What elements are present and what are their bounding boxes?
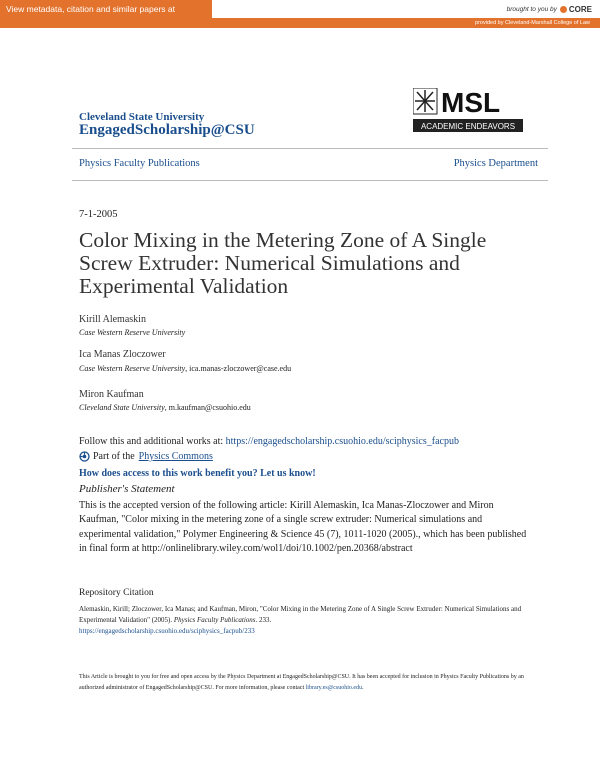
footer-text: This Article is brought to you for free and open access by the Physics Department at EngagedScholarship@CSU. It has been accepted for inclusion in Physics Faculty Publications by an authorized administrator of EngagedScholarship@CSU. For more information, please contact [79, 674, 524, 691]
core-logo[interactable] [560, 5, 592, 14]
university-name[interactable]: Cleveland State University [79, 111, 205, 123]
core-metadata-link[interactable] [0, 0, 212, 18]
author-affiliation [79, 328, 185, 337]
msl-logo-icon [413, 88, 437, 114]
citation-number: . 233. [255, 616, 272, 624]
msl-logo[interactable] [413, 88, 523, 138]
core-link-prefix: View metadata, citation and similar papers at [6, 4, 175, 14]
follow-label: Follow this and additional works at: [79, 436, 226, 447]
author-affiliation [79, 364, 291, 373]
access-feedback-link[interactable]: How does access to this work benefit you? Let us know! [79, 468, 316, 479]
citation-main: Alemaskin, Kirill; Zloczower, Ica Manas; and Kaufman, Miron, "Color Mixing in the Metering Zone of A Single Screw Extruder: Numerical Simulations and Experimental Validation" (2005). [79, 605, 522, 624]
provided-text: provided by Cleveland-Marshall College of Law [475, 20, 590, 26]
physics-commons-link[interactable]: Physics Commons [138, 451, 213, 462]
msl-logo-text: MSL [441, 88, 501, 118]
repository-citation-heading: Repository Citation [79, 588, 154, 598]
department-link[interactable]: Physics Department [453, 158, 538, 169]
core-logo-icon [560, 6, 567, 13]
nav-divider [72, 180, 548, 181]
publisher-statement-text: This is the accepted version of the following article: Kirill Alemaskin, Ica Manas-Zloczower and Miron Kaufman, "Color mixing in the metering zone of a single screw extruder: Numerical simulations and experimental validation," Polymer Engineering & Science 45 (7), 1011-1020 (2005)., which has been published in final form at http://onlinelibrary.wiley.com/wol1/doi/10.1002/pen.20368/abstract [79, 500, 527, 554]
follow-url-link[interactable]: https://engagedscholarship.csuohio.edu/sciphysics_facpub [225, 436, 459, 447]
author-email: , m.kaufman@csuohio.edu [164, 403, 251, 412]
brought-text: brought to you by [506, 5, 557, 13]
core-logo-text: CORE [568, 4, 592, 14]
affiliation-name: Case Western Reserve University [79, 364, 186, 373]
footer-notice [79, 672, 529, 694]
follow-line [79, 436, 459, 447]
paper-title: Color Mixing in the Metering Zone of A Single Screw Extruder: Numerical Simulations and Experimental Validation [79, 228, 487, 298]
publisher-statement-heading: Publisher's Statement [79, 483, 175, 495]
footer-end: . [362, 685, 364, 691]
author-name: Ica Manas Zloczower [79, 349, 166, 360]
header-divider [72, 148, 548, 149]
author-name: Miron Kaufman [79, 389, 144, 400]
repository-citation-text [79, 604, 539, 637]
affiliation-name: Cleveland State University [79, 403, 165, 412]
affiliation-name: Case Western Reserve University [79, 328, 186, 337]
author-email: , ica.manas-zloczower@case.edu [185, 364, 292, 373]
citation-url-link[interactable]: https://engagedscholarship.csuohio.edu/sciphysics_facpub/233 [79, 627, 255, 635]
brought-to-you-by [507, 2, 592, 16]
part-of-label: Part of the [93, 451, 135, 462]
citation-series: Physics Faculty Publications [173, 616, 256, 624]
msl-logo-subtext: ACADEMIC ENDEAVORS [420, 122, 516, 131]
library-email-link[interactable]: library.es@csuohio.edu [305, 685, 363, 691]
part-of-line [79, 451, 213, 462]
network-commons-icon [79, 451, 90, 462]
collection-link[interactable]: Physics Faculty Publications [79, 158, 200, 169]
core-top-bar [0, 0, 600, 18]
repository-name[interactable]: EngagedScholarship@CSU [79, 122, 255, 138]
publication-date: 7-1-2005 [79, 209, 118, 220]
provided-by-bar [0, 18, 600, 28]
author-affiliation [79, 403, 251, 412]
author-name: Kirill Alemaskin [79, 314, 146, 325]
